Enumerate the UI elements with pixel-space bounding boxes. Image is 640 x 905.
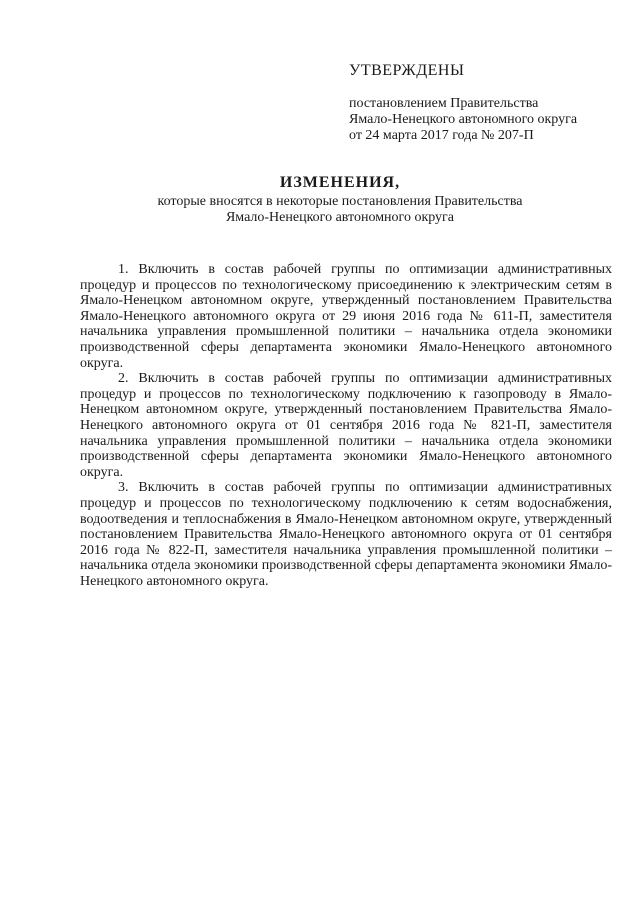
- document-title: ИЗМЕНЕНИЯ,: [279, 174, 401, 191]
- paragraph-2: 2. Включить в состав рабочей группы по оптимизации административных процедур и процессов по технологическому подключению к газопроводу в Ямало-Ненецком автономном округе, утвержденный постановлением Правительства Ямало-Ненецкого автономного округа от 01 сентября 2016 года № 821-П, заместителя начальника управления промышленной политики – начальника отдела экономики производственной сферы департамента экономики Ямало-Ненецкого автономного округа.: [80, 371, 612, 480]
- approval-title: УТВЕРЖДЕНЫ: [349, 62, 465, 79]
- approval-line-3: от 24 марта 2017 года № 207-П: [349, 128, 534, 143]
- approval-line-2: Ямало-Ненецкого автономного округа: [349, 112, 578, 127]
- paragraph-1: 1. Включить в состав рабочей группы по оптимизации административных процедур и процессов по технологическому присоединению к электрическим сетям в Ямало-Ненецком автономном округе, утвержденный постановлением Правительства Ямало-Ненецкого автономного округа от 29 июня 2016 года № 611-П, заместителя начальника управления промышленной политики – начальника отдела экономики производственной сферы департамента экономики Ямало-Ненецкого автономного округа.: [80, 262, 612, 371]
- document-subtitle-line-1: которые вносятся в некоторые постановления Правительства: [157, 194, 523, 209]
- paragraph-3: 3. Включить в состав рабочей группы по оптимизации административных процедур и процессов по технологическому подключению к сетям водоснабжения, водоотведения и теплоснабжения в Ямало-Ненецком автономном округе, утвержденный постановлением Правительства Ямало-Ненецкого автономного округа от 01 сентября 2016 года № 822-П, заместителя начальника управления промышленной политики – начальника отдела экономики производственной сферы департамента экономики Ямало-Ненецкого автономного округа.: [80, 480, 612, 589]
- document-body: [80, 262, 612, 589]
- approval-block: [349, 60, 619, 144]
- document-subtitle-line-2: Ямало-Ненецкого автономного округа: [225, 210, 455, 225]
- approval-line-1: постановлением Правительства: [349, 96, 539, 111]
- document-heading: [60, 172, 620, 226]
